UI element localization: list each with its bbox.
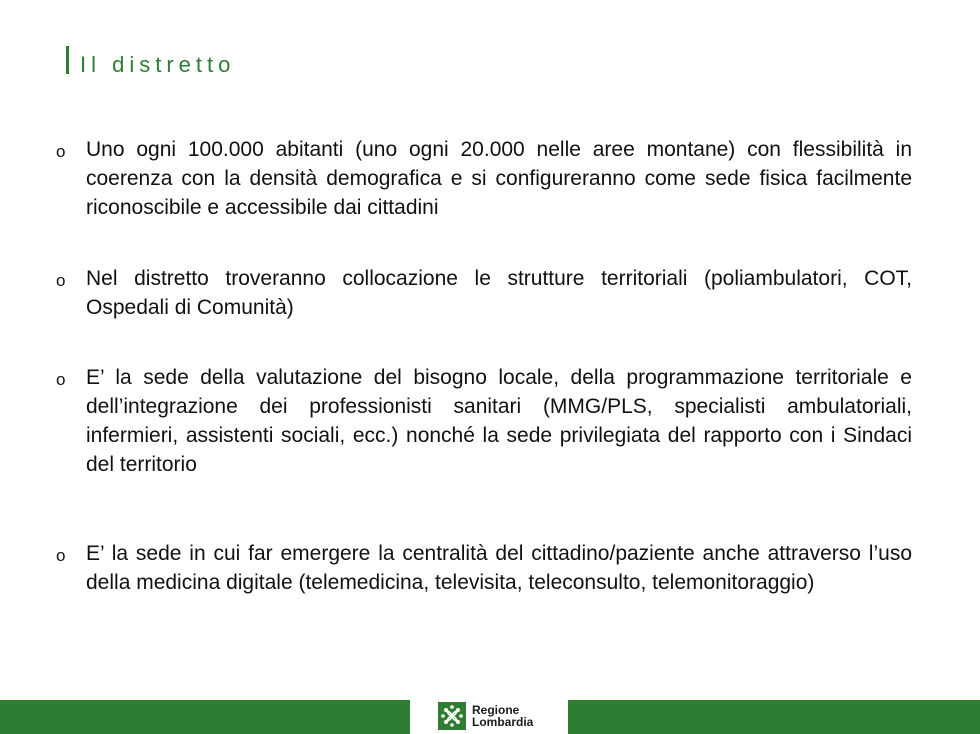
slide-title: Il distretto bbox=[80, 52, 236, 77]
logo-text-line2: Lombardia bbox=[472, 715, 534, 729]
bullet-marker: o bbox=[56, 271, 66, 290]
bullet-marker: o bbox=[56, 370, 66, 389]
regione-lombardia-rosa-camuna-icon bbox=[438, 702, 466, 730]
logo-text-line1: Regione bbox=[472, 703, 520, 717]
bullet-text: Uno ogni 100.000 abitanti (uno ogni 20.000 nelle aree montane) con flessibilità in coerenza con la densità demografica e si configureranno come sede fisica facilmente riconoscibile e accessibile dai cittadini bbox=[86, 138, 912, 219]
bullet-text: E’ la sede della valutazione del bisogno locale, della programmazione territoriale e dell’integrazione dei professionisti sanitari (MMG/PLS, specialisti ambulatoriali, infermieri, assistenti sociali, ecc.) nonché la sede privilegiata del rapporto con i Sindaci del territorio bbox=[86, 366, 912, 476]
bullet-marker: o bbox=[56, 546, 66, 565]
regione-lombardia-logo bbox=[438, 700, 558, 734]
bullet-text: Nel distretto troveranno collocazione le strutture territoriali (poliambulatori, COT, Ospedali di Comunità) bbox=[86, 267, 912, 319]
footer-green-band-left bbox=[0, 700, 410, 734]
bullet-marker: o bbox=[56, 142, 66, 161]
title-accent-bar bbox=[66, 46, 69, 74]
bullet-text: E’ la sede in cui far emergere la centralità del cittadino/paziente anche attraverso l’uso della medicina digitale (telemedicina, televisita, teleconsulto, telemonitoraggio) bbox=[86, 542, 912, 594]
footer-green-band-right bbox=[568, 700, 980, 734]
